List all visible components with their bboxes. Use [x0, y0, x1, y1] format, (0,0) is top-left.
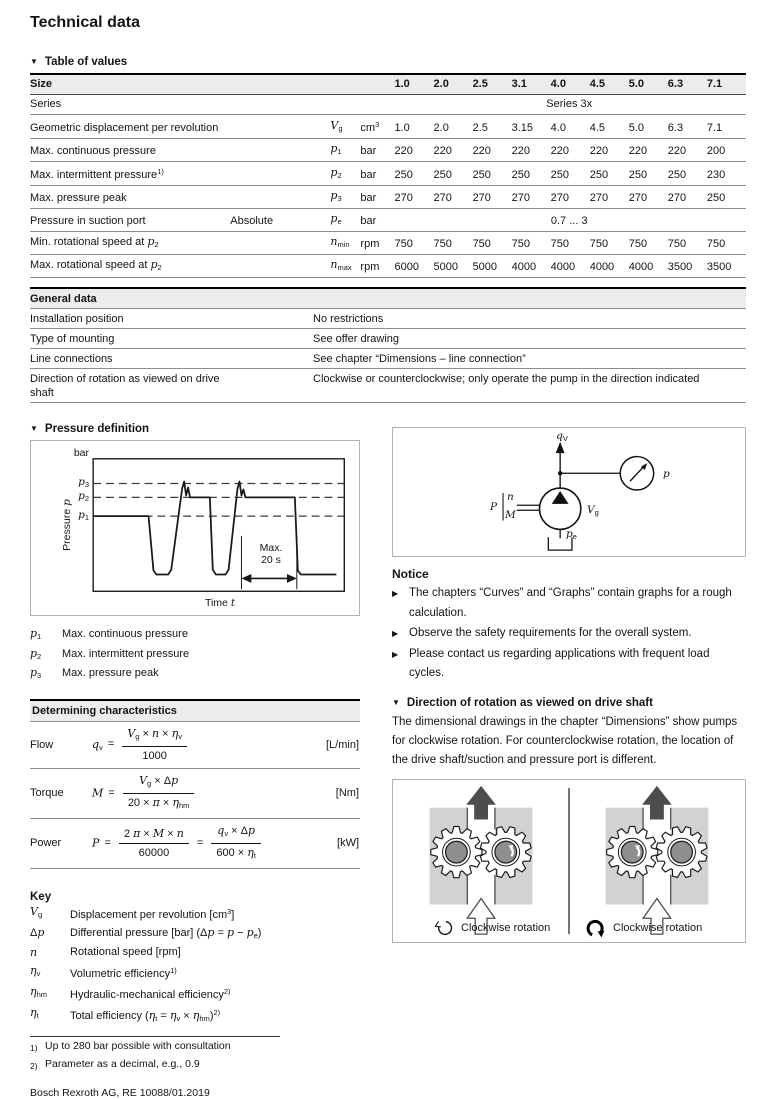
table-row	[30, 329, 746, 349]
legend-symbol: $p_2$	[30, 646, 42, 661]
collapse-triangle-icon[interactable]: ▼	[30, 57, 38, 66]
cell-value: 250	[434, 162, 473, 186]
col-header-value: 7.1	[707, 74, 746, 95]
row-symbol: $p_3$	[330, 186, 360, 209]
row-unit: [L/min]	[290, 721, 360, 768]
cell-value: 7.1	[707, 115, 746, 139]
gear-icon	[480, 826, 531, 877]
cell-value: 6.3	[668, 115, 707, 139]
table-row	[30, 369, 746, 403]
col-header-value: 2.0	[434, 74, 473, 95]
cell-value: 4000	[551, 255, 590, 278]
cell-value: 2.0	[434, 115, 473, 139]
row-unit: [Nm]	[290, 768, 360, 818]
key-item	[30, 903, 360, 924]
triangle-bullet-icon: ▶	[392, 629, 399, 638]
pressure-definition-chart	[30, 440, 360, 616]
notice-item: ▶ The chapters “Curves” and “Graphs” contain graphs for a rough calculation.	[392, 584, 746, 623]
p-label: p	[663, 468, 670, 480]
numerator: 2 π × M × n	[119, 827, 189, 844]
section-heading-direction-of-rotation	[392, 697, 746, 709]
key-symbol: n	[30, 945, 38, 959]
page-title: Technical data	[30, 14, 140, 31]
row-label: Max. pressure peak	[30, 186, 330, 209]
cell-value: 220	[629, 139, 668, 162]
denominator: $600 \times \eta_t$	[216, 845, 256, 860]
section-heading-label: Direction of rotation as viewed on drive shaft	[406, 696, 653, 709]
legend-symbol: $p_3$	[30, 666, 42, 680]
cell-value: 270	[590, 186, 629, 209]
section-heading-label: Pressure definition	[44, 423, 150, 435]
denominator: $20 \times \pi \times \eta_{hm}$	[127, 795, 190, 810]
cell-value: 750	[434, 232, 473, 255]
row-label: Max. rotational speed at $p_2$	[30, 255, 330, 278]
cell-value: 750	[394, 232, 433, 255]
collapse-triangle-icon[interactable]: ▼	[30, 424, 38, 433]
p1-label: $p_1$	[78, 509, 89, 522]
cell-value: 230	[707, 162, 746, 186]
pe-label: $p_e$	[566, 528, 577, 541]
y-unit-label: bar	[73, 447, 89, 459]
table-row	[30, 95, 746, 115]
cell-value: 250	[551, 162, 590, 186]
table-row	[30, 818, 360, 868]
col-header-value: 6.3	[668, 74, 707, 95]
row-symbol: $p_e$	[330, 209, 360, 232]
key-item	[30, 962, 360, 983]
table-row	[30, 209, 746, 232]
numerator: $V_g \times \Delta p$	[123, 774, 195, 794]
row-unit: rpm	[360, 232, 394, 255]
row-label: Direction of rotation as viewed on drive shaft	[30, 369, 313, 403]
plot-frame	[93, 459, 344, 591]
y-axis-label: Pressure p	[61, 499, 73, 551]
row-label: Pressure in suction port	[30, 209, 230, 232]
cell-value: 4000	[512, 255, 551, 278]
cell-value: 270	[668, 186, 707, 209]
cell-value: 270	[473, 186, 512, 209]
collapse-triangle-icon[interactable]: ▼	[392, 697, 400, 707]
cell-value: 250	[668, 162, 707, 186]
table-row	[30, 115, 746, 139]
row-unit: bar	[360, 162, 394, 186]
table-row	[30, 139, 746, 162]
row-label: Geometric displacement per revolution	[30, 115, 330, 139]
cell-value: 200	[707, 139, 746, 162]
fraction	[211, 824, 261, 863]
row-unit: bar	[360, 209, 394, 232]
key-symbol: $\eta_v$	[30, 963, 41, 978]
row-label: Torque	[30, 768, 92, 818]
row-symbol: $V_g$	[330, 115, 360, 139]
section-header-label: Determining characteristics	[30, 700, 360, 722]
footnotes	[30, 1039, 360, 1074]
formula: M = $\frac{V_g \times \Delta p}{20 \times \pi \times \eta_{hm}}$	[92, 768, 290, 818]
determining-characteristics-table	[30, 699, 360, 869]
section-heading-table-of-values	[30, 56, 746, 68]
row-label: Power	[30, 818, 92, 868]
cell-value: 6000	[394, 255, 433, 278]
cell-value: 270	[512, 186, 551, 209]
legend-text: Max. pressure peak	[62, 667, 159, 679]
clockwise-bold-arrow-icon	[585, 918, 607, 938]
cell-value: 5000	[473, 255, 512, 278]
cell-value: 220	[394, 139, 433, 162]
key-symbol: Δp	[30, 925, 45, 939]
pump-circuit-diagram	[392, 427, 746, 557]
row-unit: $cm^3$	[360, 115, 394, 139]
table-of-values	[30, 73, 746, 278]
key-description: Total efficiency $(\eta_t = \eta_v \times \eta_{hm})^{2)}$	[70, 1007, 221, 1023]
table-header-row	[30, 74, 746, 95]
col-header-value: 2.5	[473, 74, 512, 95]
table-row	[30, 162, 746, 186]
key-description: Differential pressure [bar] $(\Delta p = p - p_e)$	[70, 925, 262, 940]
key-item	[30, 983, 360, 1004]
cell-value: 3500	[707, 255, 746, 278]
table-header-row	[30, 288, 746, 309]
cell-value: 220	[434, 139, 473, 162]
annotation-20s-label: 20 s	[261, 554, 281, 566]
key-description: Rotational speed [rpm]	[70, 945, 181, 958]
key-symbol: $V_g$	[30, 904, 43, 919]
footnote-text: Parameter as a decimal, e.g., 0.9	[45, 1058, 200, 1070]
row-symbol: $p_1$	[330, 139, 360, 162]
row-label: Line connections	[30, 349, 313, 369]
cell-value: 5.0	[629, 115, 668, 139]
table-row	[30, 768, 360, 818]
formula: $q_v$ = $\frac{V_g \times n \times \eta_v}{1000}$	[92, 721, 290, 768]
annotation-max-label: Max.	[259, 542, 283, 554]
cell-value: 750	[551, 232, 590, 255]
row-unit: bar	[360, 186, 394, 209]
row-label: Series	[30, 95, 394, 115]
cell-value: 250	[629, 162, 668, 186]
cell-value: 5000	[434, 255, 473, 278]
fraction	[119, 827, 189, 860]
table-row	[30, 309, 746, 329]
cell-span-value: Series 3x	[394, 95, 746, 115]
counterclockwise-outline-arrow-icon	[433, 918, 455, 938]
cell-value: 250	[473, 162, 512, 186]
cell-value: 250	[590, 162, 629, 186]
row-unit: bar	[360, 139, 394, 162]
row-value: See chapter “Dimensions – line connection”	[313, 349, 746, 369]
power-label: P	[490, 501, 498, 513]
section-heading-pressure-definition	[30, 423, 360, 435]
row-unit: [kW]	[290, 818, 360, 868]
cell-value: 4000	[590, 255, 629, 278]
cell-value: 750	[590, 232, 629, 255]
col-header-value: 4.0	[551, 74, 590, 95]
table-row	[30, 721, 360, 768]
cell-value: 220	[551, 139, 590, 162]
row-label: Flow	[30, 721, 92, 768]
cell-value: 270	[394, 186, 433, 209]
legend-text: Max. continuous pressure	[62, 628, 188, 640]
formula: P = $\frac{2 \pi \times M \times n}{60000}$ = $\frac{q_v \times \Delta p}{600 \times \eta_t}$	[92, 818, 290, 868]
legend-item	[30, 646, 360, 666]
row-label: Installation position	[30, 309, 313, 329]
legend-item	[30, 665, 360, 685]
footnote-text: Up to 280 bar possible with consultation	[45, 1039, 231, 1052]
document-footer: Bosch Rexroth AG, RE 10088/01.2019	[30, 1086, 210, 1099]
key-item	[30, 1004, 360, 1027]
numerator: $V_g \times n \times \eta_v$	[122, 727, 187, 747]
row-value: See offer drawing	[313, 329, 746, 349]
row-symbol: $p_2$	[330, 162, 360, 186]
cell-value: 2.5	[473, 115, 512, 139]
notice-item: ▶ Please contact us regarding applications with frequent load cycles.	[392, 645, 746, 684]
notice-heading: Notice	[392, 567, 429, 581]
cell-value: 4.0	[551, 115, 590, 139]
cell-value: 270	[551, 186, 590, 209]
cell-value: 220	[668, 139, 707, 162]
row-label: Max. intermittent pressure$^{1)}$	[30, 162, 330, 186]
p2-label: $p_2$	[78, 490, 89, 503]
col-header-value: 3.1	[512, 74, 551, 95]
rotation-label-left: Clockwise rotation	[433, 918, 550, 938]
denominator: 1000	[142, 749, 167, 762]
speed-label: n	[507, 491, 514, 503]
table-header-row	[30, 700, 360, 722]
legend-text: Max. intermittent pressure	[62, 647, 190, 660]
general-data-table	[30, 287, 746, 403]
col-header-value: 1.0	[394, 74, 433, 95]
cell-value: 750	[707, 232, 746, 255]
cell-value: 1.0	[394, 115, 433, 139]
cell-value: 4.5	[590, 115, 629, 139]
pressure-legend	[30, 626, 360, 685]
x-axis-label: Time t	[204, 597, 236, 609]
torque-label: M	[505, 509, 516, 521]
cell-value: 250	[394, 162, 433, 186]
cell-value: 750	[629, 232, 668, 255]
row-value: No restrictions	[313, 309, 746, 329]
key-section	[30, 891, 360, 1027]
row-value: Clockwise or counterclockwise; only operate the pump in the direction indicated	[313, 369, 746, 403]
pressure-chart-svg	[31, 441, 359, 615]
table-row	[30, 349, 746, 369]
cell-value: 250	[512, 162, 551, 186]
cell-value: 750	[668, 232, 707, 255]
numerator: $q_v \times \Delta p$	[211, 824, 261, 844]
notice-item: ▶ Observe the safety requirements for the overall system.	[392, 624, 746, 644]
cell-value: 270	[629, 186, 668, 209]
triangle-bullet-icon: ▶	[392, 649, 399, 659]
table-row	[30, 255, 746, 278]
rotation-label-right: Clockwise rotation	[585, 918, 702, 938]
cell-value: 270	[434, 186, 473, 209]
col-header-value: 4.5	[590, 74, 629, 95]
cell-value: 250	[707, 186, 746, 209]
denominator: 60000	[138, 846, 170, 859]
row-sublabel: Absolute	[230, 209, 330, 232]
legend-item	[30, 626, 360, 646]
cell-value: 220	[473, 139, 512, 162]
key-description: Hydraulic-mechanical efficiency$^{2)}$	[70, 986, 231, 1001]
col-header-value: 5.0	[629, 74, 668, 95]
row-label: Min. rotational speed at $p_2$	[30, 232, 330, 255]
row-symbol: $n_{min}$	[330, 232, 360, 255]
notice-section	[392, 567, 746, 684]
key-symbol: $\eta_t$	[30, 1005, 39, 1020]
row-label: Max. continuous pressure	[30, 139, 330, 162]
vg-label: $V_g$	[587, 504, 599, 517]
row-symbol: $n_{max}$	[330, 255, 360, 278]
section-header-label: General data	[30, 288, 746, 309]
table-row	[30, 232, 746, 255]
key-description: Volumetric efficiency$^{1)}$	[70, 965, 177, 980]
col-header-size: Size	[30, 74, 394, 95]
key-item	[30, 944, 360, 962]
fraction	[123, 774, 195, 813]
footnote	[30, 1057, 360, 1074]
row-label: Type of mounting	[30, 329, 313, 349]
footnote-marker: 2)	[30, 1061, 38, 1071]
triangle-bullet-icon: ▶	[392, 589, 399, 598]
gear-icon	[656, 826, 707, 877]
cell-value: 4000	[629, 255, 668, 278]
row-unit: rpm	[360, 255, 394, 278]
legend-symbol: $p_1$	[30, 627, 42, 641]
fraction	[122, 727, 187, 763]
p3-label: $p_3$	[78, 476, 89, 489]
rotation-diagram	[392, 779, 746, 943]
cell-value: 3500	[668, 255, 707, 278]
cell-value: 220	[590, 139, 629, 162]
key-symbol: $\eta_{hm}$	[30, 984, 48, 999]
key-description: Displacement per revolution $[cm^3]$	[70, 906, 235, 921]
cell-value: 750	[512, 232, 551, 255]
cell-value: 220	[512, 139, 551, 162]
key-item	[30, 924, 360, 944]
footnote-marker: 1)	[30, 1042, 38, 1053]
footnote-divider	[30, 1036, 280, 1037]
cell-value: 750	[473, 232, 512, 255]
qv-label: $q_V$	[556, 430, 568, 443]
section-heading-label: Table of values	[44, 56, 128, 68]
cell-value: 3.15	[512, 115, 551, 139]
cell-span-value: 0.7 ... 3	[394, 209, 746, 232]
key-heading: Key	[30, 890, 52, 903]
table-row	[30, 186, 746, 209]
footnote	[30, 1039, 360, 1056]
direction-paragraph: The dimensional drawings in the chapter “Dimensions” show pumps for clockwise rotation. For counterclockwise rotation, the location of the drive shaft/suction and pressure port is different.	[392, 715, 738, 766]
